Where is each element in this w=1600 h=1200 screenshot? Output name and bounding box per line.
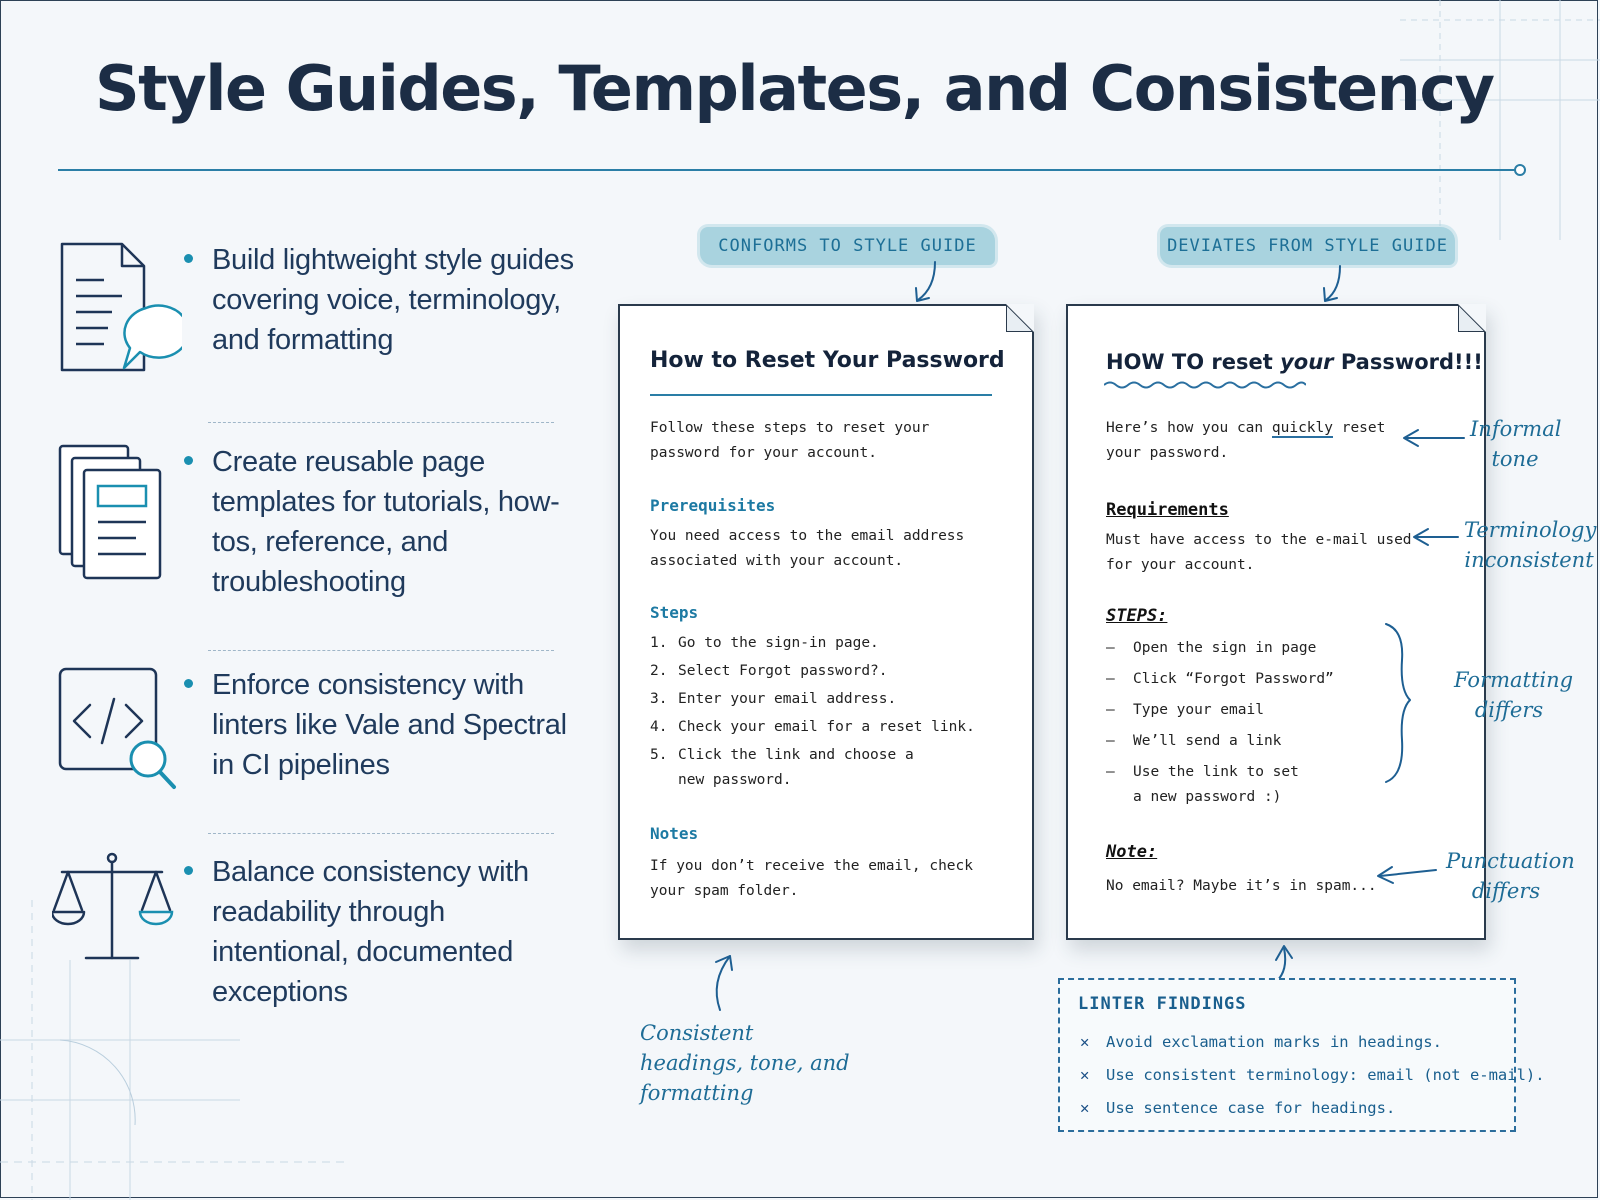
list-item: 1. Go to the sign-in page.: [650, 635, 879, 651]
list-item: ✕ Avoid exclamation marks in headings.: [1080, 1026, 1545, 1059]
steps-heading: STEPS:: [1106, 606, 1168, 626]
list-item: – Click “Forgot Password”: [1106, 667, 1356, 692]
x-icon: ✕: [1080, 1099, 1090, 1117]
prerequisites-heading: Prerequisites: [650, 496, 776, 515]
steps-list: [1106, 636, 1356, 816]
linter-list: [1080, 1026, 1545, 1125]
annotation-punctuation: Punctuation differs: [1446, 849, 1575, 903]
list-item: – Open the sign in page: [1106, 636, 1356, 661]
note-heading: Note:: [1106, 842, 1158, 862]
list-item: 5. Click the link and choose a new password.: [650, 747, 914, 788]
linter-title: LINTER FINDINGS: [1078, 994, 1247, 1014]
notes-text: If you don’t receive the email, check your spam folder.: [650, 858, 974, 899]
doc-heading: How to Reset Your Password: [650, 348, 1005, 373]
code-magnifier-icon: [52, 665, 182, 805]
list-item: – Use the link to set a new password :): [1106, 760, 1313, 810]
doc-intro: Here’s how you can quickly reset your password.: [1106, 420, 1386, 461]
doc-heading: HOW TO reset your Password!!!: [1106, 350, 1483, 374]
conforms-tag: CONFORMS TO STYLE GUIDE: [700, 227, 995, 265]
divider: [208, 833, 554, 834]
wavy-underline: [1104, 380, 1306, 390]
title-divider: [58, 163, 1528, 177]
point-text: Balance consistency with readability through intentional, documented exceptions: [212, 852, 582, 1012]
linter-findings-box: [1058, 978, 1545, 1132]
point-text: Create reusable page templates for tutorials, how-tos, reference, and troubleshooting: [212, 442, 582, 602]
list-item: 4. Check your email for a reset link.: [650, 719, 975, 735]
divider: [208, 422, 554, 423]
annotation-formatting: Formatting differs: [1454, 668, 1574, 722]
stacked-templates-icon: [52, 442, 182, 582]
balance-scale-icon: [52, 852, 182, 992]
list-item: ✕ Use sentence case for headings.: [1080, 1092, 1545, 1125]
requirements-text: Must have access to the e-mail used for your account.: [1106, 532, 1412, 573]
deviates-tag: DEVIATES FROM STYLE GUIDE: [1160, 227, 1455, 265]
divider: [208, 650, 554, 651]
steps-list: [650, 631, 1000, 796]
annotation-informal-tone: Informal tone: [1470, 417, 1562, 471]
steps-heading: Steps: [650, 603, 699, 622]
list-item: – We’ll send a link: [1106, 729, 1356, 754]
heading-rule: [650, 394, 992, 396]
caption-consistent: Consistent headings, tone, and formatting: [640, 1021, 850, 1105]
prerequisites-text: You need access to the email address associated with your account.: [650, 528, 965, 569]
list-item: – Type your email: [1106, 698, 1356, 723]
requirements-heading: Requirements: [1106, 500, 1229, 520]
doc-intro: Follow these steps to reset your password for your account.: [650, 420, 930, 461]
page-fold: [1458, 304, 1486, 332]
annotation-terminology: Terminology inconsistent: [1464, 518, 1597, 572]
note-text: No email? Maybe it’s in spam...: [1106, 878, 1377, 894]
deviating-document: [1066, 304, 1486, 940]
point-text: Build lightweight style guides covering voice, terminology, and formatting: [212, 240, 582, 360]
conforming-document: [618, 304, 1034, 940]
notes-heading: Notes: [650, 824, 699, 843]
document-chat-icon: [52, 240, 182, 380]
page-title: Style Guides, Templates, and Consistency: [95, 52, 1494, 125]
list-item: 3. Enter your email address.: [650, 691, 897, 707]
list-item: 2. Select Forgot password?.: [650, 663, 888, 679]
list-item: ✕ Use consistent terminology: email (not e-mail).: [1080, 1059, 1545, 1092]
page-fold: [1006, 304, 1034, 332]
x-icon: ✕: [1080, 1066, 1090, 1084]
point-text: Enforce consistency with linters like Vale and Spectral in CI pipelines: [212, 665, 582, 785]
x-icon: ✕: [1080, 1033, 1090, 1051]
